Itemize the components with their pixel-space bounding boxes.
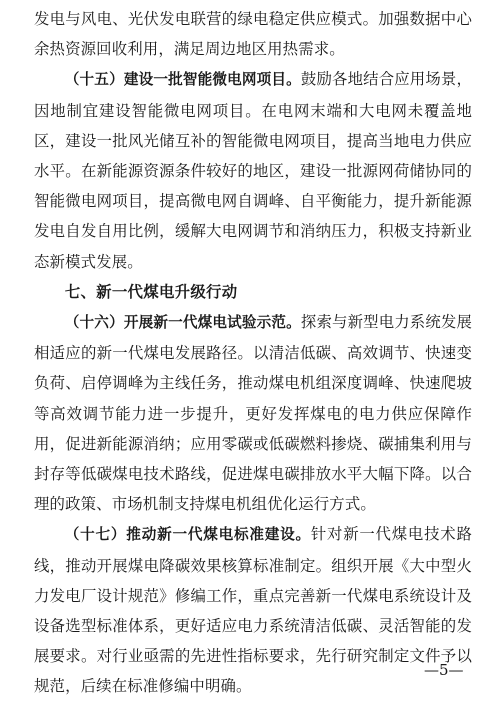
item-16-heading: （十六）开展新一代煤电试验示范。	[64, 314, 301, 332]
paragraph-text: 鼓励各地结合应用场景，因地制宜建设智能微电网项目。在电网末端和大电网未覆盖地区，建设一批风光储互补的智能微电网项目，提高当地电力供应水平。在新能源资源条件较好的地区，建设一批源网荷储协同的智能微电网项目，提高微电网自调峰、自平衡能力，提升新能源发电自发自用比例，缓解大电网调节和消纳压力，积极支持新业态新模式发展。	[34, 70, 473, 271]
item-15-heading: （十五）建设一批智能微电网项目。	[64, 71, 301, 89]
page-number: —5—	[424, 661, 464, 679]
paragraph-17-coal-power-standards	[34, 519, 472, 701]
paragraph-text: 发电与风电、光伏发电联营的绿电稳定供应模式。加强数据中心余热资源回收利用，满足周边地区用热需求。	[34, 10, 472, 59]
paragraph-text: 探索与新型电力系统发展相适应的新一代煤电发展路径。以清洁低碳、高效调节、快速变负荷、启停调峰为主线任务，推动煤电机组深度调峰、快速爬坡等高效调节能力进一步提升，更好发挥煤电的电力供应保障作用，促进新能源消纳；应用零碳或低碳燃料掺烧、碳捕集利用与封存等低碳煤电技术路线，促进煤电碳排放水平大幅下降。以合理的政策、市场机制支持煤电机组优化运行方式。	[34, 313, 473, 514]
paragraph-16-coal-power-pilot	[34, 307, 472, 519]
section-7-heading: 七、新一代煤电升级行动	[64, 282, 238, 301]
item-17-heading: （十七）推动新一代煤电标准建设。	[64, 526, 311, 544]
paragraph-15-smart-microgrid	[34, 64, 472, 276]
paragraph-green-power-supply	[34, 4, 472, 64]
paragraph-text: 针对新一代煤电技术路线，推动开展煤电降碳效果核算标准制定。组织开展《大中型火力发电厂设计规范》修编工作，重点完善新一代煤电系统设计及设备选型标准体系，更好适应电力系统清洁低碳、灵活智能的发展要求。对行业亟需的先进性指标要求，先行研究制定文件予以规范，后续在标准修编中明确。	[34, 525, 472, 696]
document-page	[34, 4, 472, 702]
